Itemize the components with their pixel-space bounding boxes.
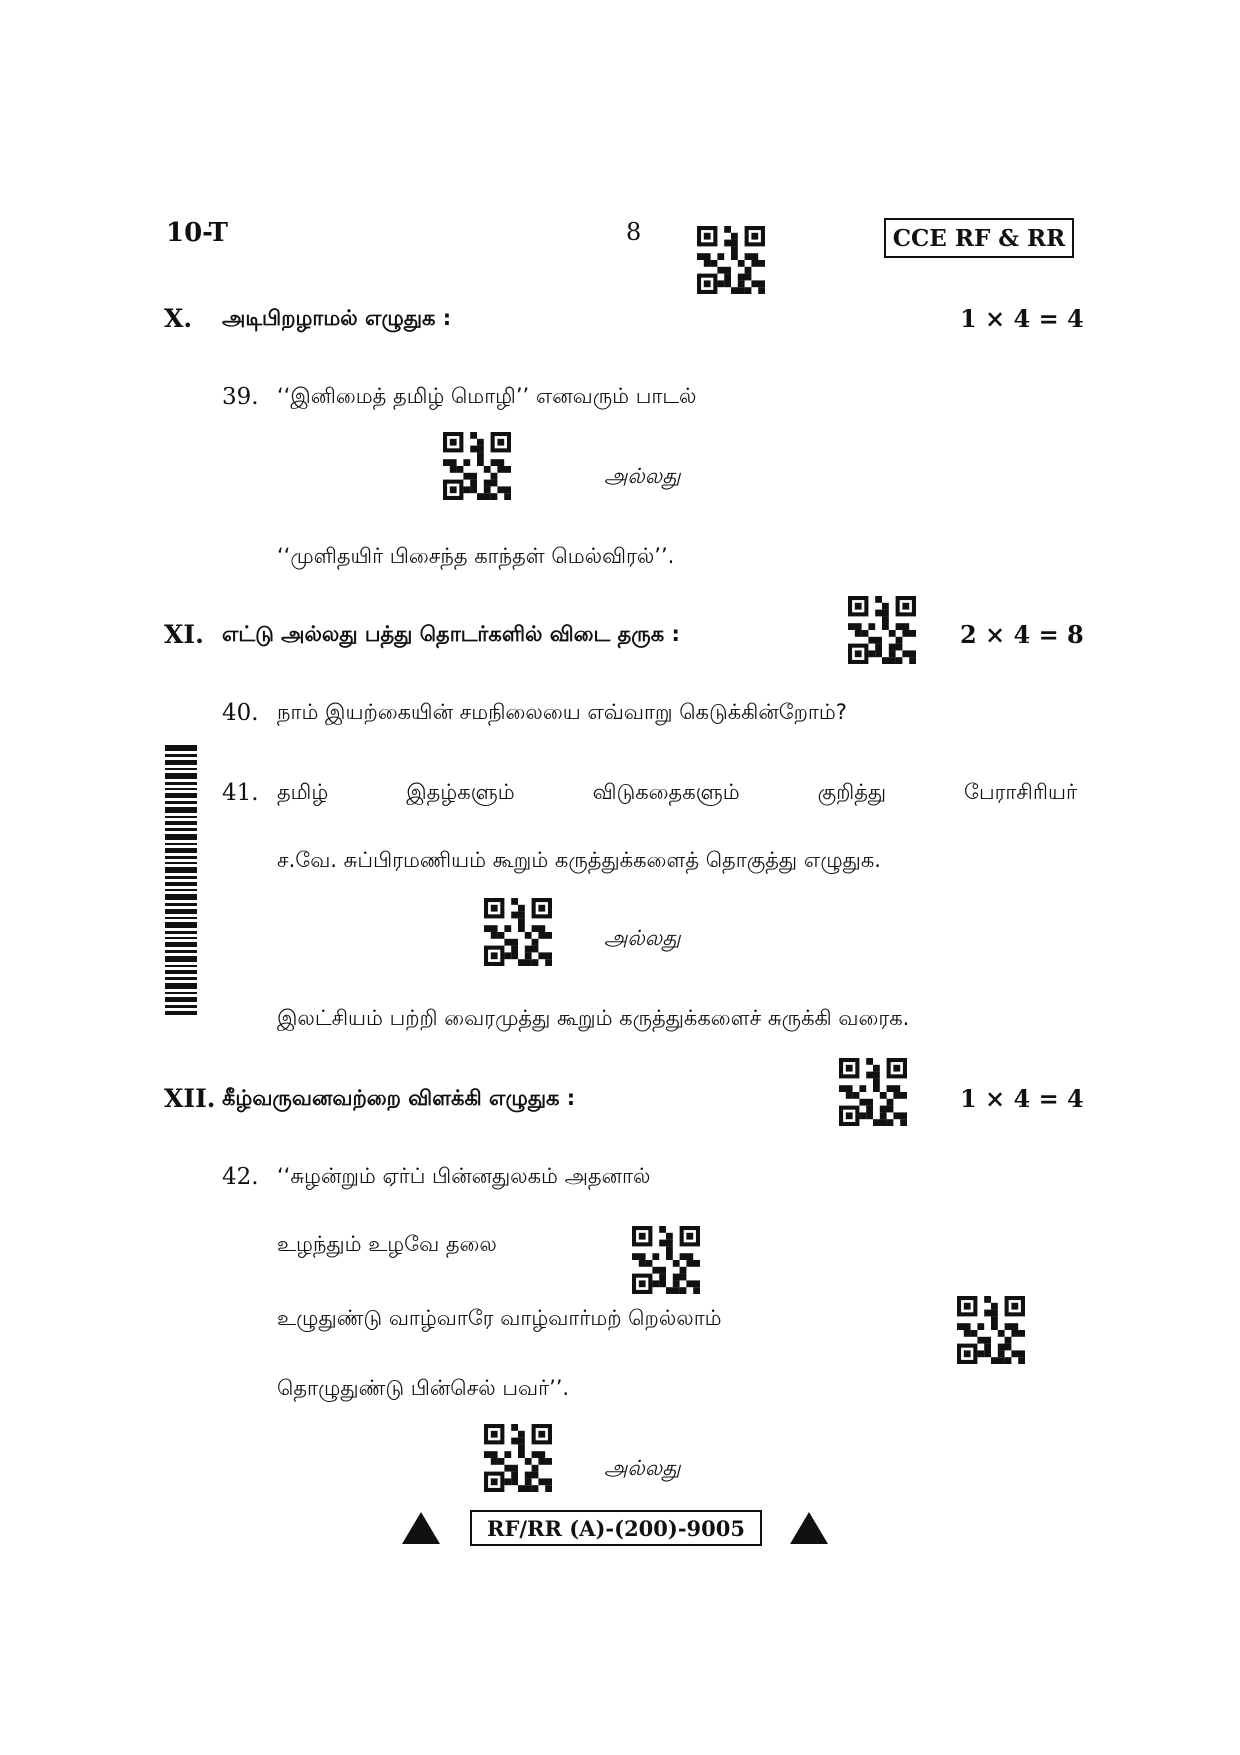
triangle-marker-icon: [402, 1512, 440, 1544]
section-x-marks: 1 × 4 = 4: [960, 304, 1084, 333]
q41-word: தமிழ்: [277, 780, 329, 804]
q40-number: 40.: [222, 700, 259, 726]
q42-line: ‘‘சுழன்றும் ஏர்ப் பின்னதுலகம் அதனால்: [277, 1164, 651, 1188]
q42-or: அல்லது: [604, 1456, 681, 1480]
section-xi-title: எட்டு அல்லது பத்து தொடர்களில் விடை தருக :: [222, 622, 680, 646]
qr-code: [632, 1226, 700, 1294]
q42-line: உழந்தும் உழவே தலை: [277, 1232, 497, 1256]
q41-word: பேராசிரியர்: [964, 780, 1077, 804]
qr-code: [443, 432, 511, 500]
q42-line: உழுதுண்டு வாழ்வாரே வாழ்வார்மற் றெல்லாம்: [277, 1306, 722, 1330]
q39-or: அல்லது: [604, 464, 681, 488]
page-number: 8: [626, 218, 642, 246]
q39-alt-text: ‘‘முளிதயிர் பிசைந்த காந்தள் மெல்விரல்’’.: [277, 544, 675, 568]
q41-word: இதழ்களும்: [406, 780, 515, 804]
exam-code-box: CCE RF & RR: [884, 218, 1074, 258]
triangle-marker-icon: [790, 1512, 828, 1544]
q41-line1: [277, 780, 1077, 807]
q41-word: விடுகதைகளும்: [592, 780, 740, 804]
section-xii-marks: 1 × 4 = 4: [960, 1084, 1084, 1113]
section-xi-number: XI.: [164, 620, 204, 649]
section-xi-marks: 2 × 4 = 8: [960, 620, 1084, 649]
qr-code: [839, 1058, 907, 1126]
qr-code: [848, 596, 916, 664]
q39-number: 39.: [222, 384, 259, 410]
qr-code: [484, 898, 552, 966]
section-x-number: X.: [164, 304, 193, 333]
q41-number: 41.: [222, 780, 259, 806]
q41-line2: ச.வே. சுப்பிரமணியம் கூறும் கருத்துக்களைத் தொகுத்து எழுதுக.: [277, 848, 881, 872]
q41-or: அல்லது: [604, 926, 681, 950]
page-code: 10-T: [166, 218, 229, 248]
q42-number: 42.: [222, 1164, 259, 1190]
section-xii-title: கீழ்வருவனவற்றை விளக்கி எழுதுக :: [222, 1086, 576, 1110]
q41-word: குறித்து: [817, 780, 887, 804]
section-x-title: அடிபிறழாமல் எழுதுக :: [222, 306, 452, 330]
q42-line: தொழுதுண்டு பின்செல் பவர்’’.: [277, 1376, 570, 1400]
qr-code: [484, 1424, 552, 1492]
q39-text: ‘‘இனிமைத் தமிழ் மொழி’’ எனவரும் பாடல்: [277, 384, 697, 408]
q40-text: நாம் இயற்கையின் சமநிலையை எவ்வாறு கெடுக்கின்றோம்?: [277, 700, 847, 724]
section-xii-number: XII.: [164, 1084, 216, 1113]
footer-code-box: RF/RR (A)-(200)-9005: [470, 1510, 762, 1546]
qr-code: [697, 226, 765, 294]
qr-code: [957, 1296, 1025, 1364]
q41-alt-text: இலட்சியம் பற்றி வைரமுத்து கூறும் கருத்துக்களைச் சுருக்கி வரைக.: [277, 1006, 910, 1030]
barcode: [165, 745, 197, 1015]
